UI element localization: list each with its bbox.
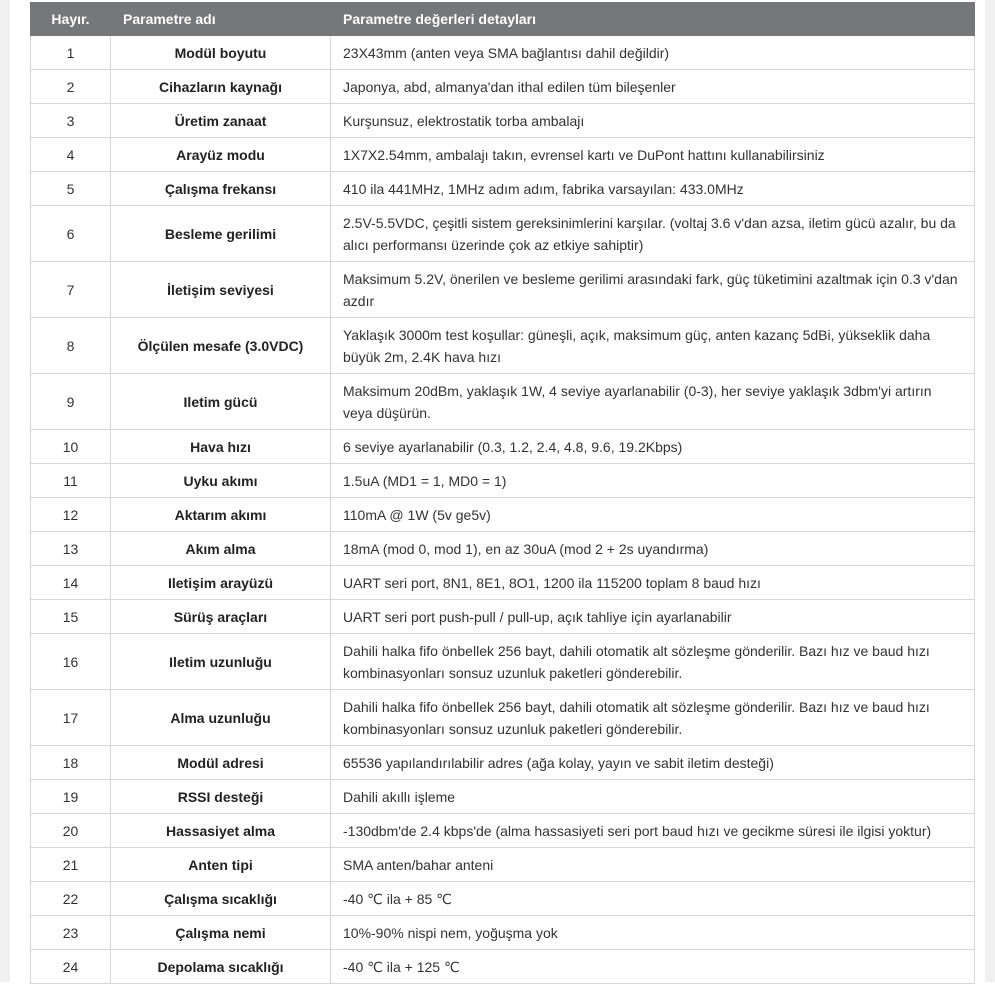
parameter-value: 18mA (mod 0, mod 1), en az 30uA (mod 2 + 2s uyandırma) <box>331 532 975 566</box>
row-number: 8 <box>31 318 111 374</box>
parameter-value: -130dbm'de 2.4 kbps'de (alma hassasiyeti seri port baud hızı ve gecikme süresi ile ilgisi yoktur) <box>331 814 975 848</box>
left-margin <box>0 0 10 982</box>
row-number: 14 <box>31 566 111 600</box>
table-row <box>31 318 975 374</box>
parameter-name: İletişim seviyesi <box>111 262 331 318</box>
parameter-value: Japonya, abd, almanya'dan ithal edilen tüm bileşenler <box>331 70 975 104</box>
header-parameter-details: Parametre değerleri detayları <box>331 3 975 36</box>
parameter-value: Yaklaşık 3000m test koşullar: güneşli, açık, maksimum güç, anten kazanç 5dBi, yükseklik daha büyük 2m, 2.4K hava hızı <box>331 318 975 374</box>
table-row <box>31 814 975 848</box>
table-row <box>31 950 975 984</box>
parameter-value: Maksimum 5.2V, önerilen ve besleme gerilimi arasındaki fark, güç tüketimini azaltmak için 0.3 v'dan azdır <box>331 262 975 318</box>
row-number: 11 <box>31 464 111 498</box>
parameter-name: RSSI desteği <box>111 780 331 814</box>
table-row <box>31 138 975 172</box>
table-row <box>31 848 975 882</box>
table-row <box>31 690 975 746</box>
parameter-name: Modül adresi <box>111 746 331 780</box>
row-number: 16 <box>31 634 111 690</box>
parameter-name: Uyku akımı <box>111 464 331 498</box>
parameter-name: Cihazların kaynağı <box>111 70 331 104</box>
table-row <box>31 36 975 70</box>
parameter-name: Ölçülen mesafe (3.0VDC) <box>111 318 331 374</box>
table-row <box>31 374 975 430</box>
parameter-name: Çalışma sıcaklığı <box>111 882 331 916</box>
table-row <box>31 600 975 634</box>
parameter-value: 10%-90% nispi nem, yoğuşma yok <box>331 916 975 950</box>
parameter-name: Çalışma nemi <box>111 916 331 950</box>
parameter-name: Hava hızı <box>111 430 331 464</box>
parameter-value: 110mA @ 1W (5v ge5v) <box>331 498 975 532</box>
parameter-name: Akım alma <box>111 532 331 566</box>
parameter-value: Maksimum 20dBm, yaklaşık 1W, 4 seviye ayarlanabilir (0-3), her seviye yaklaşık 3dbm'yi artırın veya düşürün. <box>331 374 975 430</box>
row-number: 19 <box>31 780 111 814</box>
parameter-value: 6 seviye ayarlanabilir (0.3, 1.2, 2.4, 4.8, 9.6, 19.2Kbps) <box>331 430 975 464</box>
row-number: 15 <box>31 600 111 634</box>
parameter-value: -40 ℃ ila + 125 ℃ <box>331 950 975 984</box>
table-row <box>31 780 975 814</box>
table-row <box>31 746 975 780</box>
row-number: 7 <box>31 262 111 318</box>
row-number: 5 <box>31 172 111 206</box>
parameter-name: Alma uzunluğu <box>111 690 331 746</box>
table-header-row <box>31 3 975 36</box>
table-row <box>31 882 975 916</box>
parameter-value: Dahili akıllı işleme <box>331 780 975 814</box>
row-number: 23 <box>31 916 111 950</box>
row-number: 17 <box>31 690 111 746</box>
parameter-name: Depolama sıcaklığı <box>111 950 331 984</box>
row-number: 1 <box>31 36 111 70</box>
table-body <box>31 36 975 984</box>
parameter-value: 2.5V-5.5VDC, çeşitli sistem gereksinimlerini karşılar. (voltaj 3.6 v'dan azsa, iletim gücü azalır, bu da alıcı performansı üzerinde çok az etkiye sahiptir) <box>331 206 975 262</box>
parameter-name: Arayüz modu <box>111 138 331 172</box>
parameter-name: Besleme gerilimi <box>111 206 331 262</box>
table-row <box>31 172 975 206</box>
parameter-name: Anten tipi <box>111 848 331 882</box>
parameter-value: UART seri port, 8N1, 8E1, 8O1, 1200 ila 115200 toplam 8 baud hızı <box>331 566 975 600</box>
parameter-value: Kurşunsuz, elektrostatik torba ambalajı <box>331 104 975 138</box>
parameter-value: 65536 yapılandırılabilir adres (ağa kolay, yayın ve sabit iletim desteği) <box>331 746 975 780</box>
row-number: 2 <box>31 70 111 104</box>
table-row <box>31 566 975 600</box>
table-row <box>31 464 975 498</box>
right-margin <box>985 0 995 982</box>
parameter-value: Dahili halka fifo önbellek 256 bayt, dahili otomatik alt sözleşme gönderilir. Bazı hız ve baud hızı kombinasyonları sonsuz uzunluk paketleri gönderebilir. <box>331 634 975 690</box>
header-parameter-name: Parametre adı <box>111 3 331 36</box>
row-number: 24 <box>31 950 111 984</box>
parameter-name: Hassasiyet alma <box>111 814 331 848</box>
parameter-name: Iletim uzunluğu <box>111 634 331 690</box>
row-number: 4 <box>31 138 111 172</box>
spec-table <box>30 2 975 984</box>
row-number: 6 <box>31 206 111 262</box>
row-number: 3 <box>31 104 111 138</box>
table-row <box>31 430 975 464</box>
table-row <box>31 70 975 104</box>
table-row <box>31 532 975 566</box>
table-row <box>31 916 975 950</box>
table-row <box>31 104 975 138</box>
row-number: 20 <box>31 814 111 848</box>
parameter-name: Modül boyutu <box>111 36 331 70</box>
parameter-name: Iletişim arayüzü <box>111 566 331 600</box>
row-number: 9 <box>31 374 111 430</box>
parameter-name: Sürüş araçları <box>111 600 331 634</box>
parameter-value: Dahili halka fifo önbellek 256 bayt, dahili otomatik alt sözleşme gönderilir. Bazı hız ve baud hızı kombinasyonları sonsuz uzunluk paketleri gönderebilir. <box>331 690 975 746</box>
header-no: Hayır. <box>31 3 111 36</box>
parameter-value: SMA anten/bahar anteni <box>331 848 975 882</box>
parameter-name: Aktarım akımı <box>111 498 331 532</box>
row-number: 18 <box>31 746 111 780</box>
parameter-value: UART seri port push-pull / pull-up, açık tahliye için ayarlanabilir <box>331 600 975 634</box>
row-number: 21 <box>31 848 111 882</box>
row-number: 10 <box>31 430 111 464</box>
parameter-value: 1.5uA (MD1 = 1, MD0 = 1) <box>331 464 975 498</box>
parameter-value: -40 ℃ ila + 85 ℃ <box>331 882 975 916</box>
parameter-name: Iletim gücü <box>111 374 331 430</box>
parameter-value: 1X7X2.54mm, ambalajı takın, evrensel kartı ve DuPont hattını kullanabilirsiniz <box>331 138 975 172</box>
row-number: 13 <box>31 532 111 566</box>
table-row <box>31 634 975 690</box>
row-number: 12 <box>31 498 111 532</box>
parameter-value: 410 ila 441MHz, 1MHz adım adım, fabrika varsayılan: 433.0MHz <box>331 172 975 206</box>
table-row <box>31 498 975 532</box>
parameter-value: 23X43mm (anten veya SMA bağlantısı dahil değildir) <box>331 36 975 70</box>
parameter-name: Üretim zanaat <box>111 104 331 138</box>
table-row <box>31 262 975 318</box>
row-number: 22 <box>31 882 111 916</box>
parameter-name: Çalışma frekansı <box>111 172 331 206</box>
table-row <box>31 206 975 262</box>
